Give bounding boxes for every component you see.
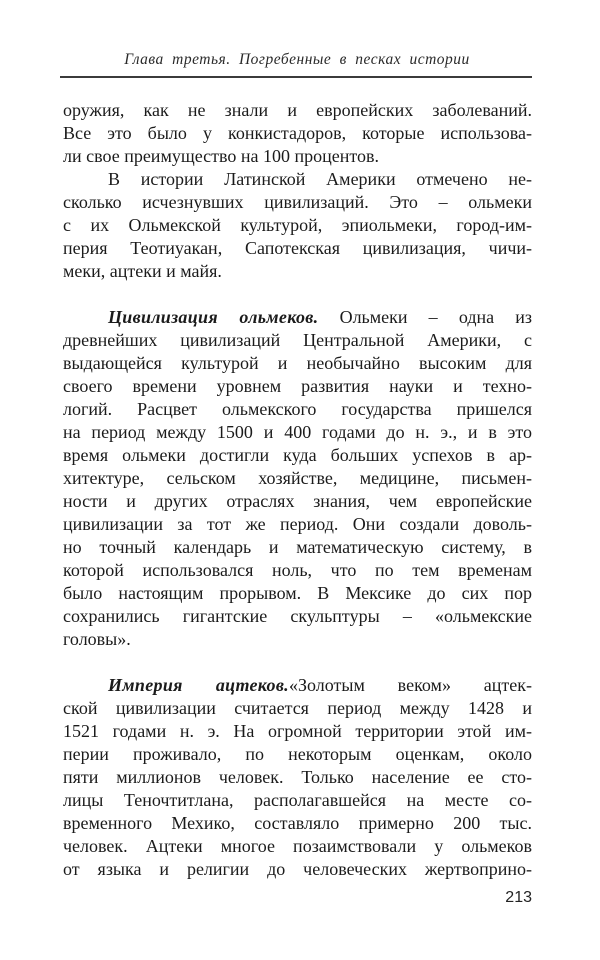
text-line: своего времени уровнем развития науки и техно- <box>63 376 532 396</box>
text-line: на период между 1500 и 400 годами до н. э., и в это <box>63 422 532 442</box>
paragraph <box>63 306 532 651</box>
text-line: Империя ацтеков.«Золотым веком» ацтек- <box>108 675 532 695</box>
text-line: Цивилизация ольмеков. Ольмеки – одна из <box>108 307 532 327</box>
text-line: пяти миллионов человек. Только население ее сто- <box>63 767 532 787</box>
paragraph <box>63 99 532 168</box>
paragraph <box>63 674 532 881</box>
section-heading: Цивилизация ольмеков. <box>108 307 319 327</box>
text-line: В истории Латинской Америки отмечено не- <box>108 169 532 189</box>
text-line: древнейших цивилизаций Центральной Америки, с <box>63 330 532 350</box>
section-heading: Империя ацтеков. <box>108 675 289 695</box>
text-line: ности и других отраслях знания, чем европейские <box>63 491 532 511</box>
text-line: сколько исчезнувших цивилизаций. Это – ольмеки <box>63 192 532 212</box>
text-line: цивилизации за тот же период. Они создали доволь- <box>63 514 532 534</box>
text-line: Все это было у конкистадоров, которые использова- <box>63 123 532 143</box>
running-header: Глава третья. Погребенные в песках истории <box>124 51 470 68</box>
header-rule <box>60 76 532 78</box>
text-line: ской цивилизации считается период между 1428 и <box>63 698 532 718</box>
text-line: с их Ольмекской культурой, эпиольмеки, город-им- <box>63 215 532 235</box>
text-line: сохранились гигантские скульптуры – «ольмекские <box>63 606 532 626</box>
text-line: меки, ацтеки и майя. <box>63 261 222 281</box>
text-block <box>63 99 532 881</box>
text-line: головы». <box>63 629 131 649</box>
page-number: 213 <box>505 889 532 906</box>
text-line: хитектуре, сельском хозяйстве, медицине, письмен- <box>63 468 532 488</box>
text-line: человек. Ацтеки многое позаимствовали у ольмеков <box>63 836 532 856</box>
text-line: логий. Расцвет ольмекского государства пришелся <box>63 399 532 419</box>
text-line: время ольмеки достигли куда больших успехов в ар- <box>63 445 532 465</box>
paragraph <box>63 168 532 283</box>
text-line: выдающейся культурой и необычайно высоким для <box>63 353 532 373</box>
text-line: от языка и религии до человеческих жертвоприно- <box>63 859 532 879</box>
text-line: ли свое преимущество на 100 процентов. <box>63 146 380 166</box>
text-line: перии проживало, по некоторым оценкам, около <box>63 744 532 764</box>
text-line: было настоящим прорывом. В Мексике до сих пор <box>63 583 532 603</box>
text-line: временного Мехико, составляло примерно 200 тыс. <box>63 813 532 833</box>
text-line: но точный календарь и математическую систему, в <box>63 537 532 557</box>
text-line: перия Теотиуакан, Сапотекская цивилизация, чичи- <box>63 238 532 258</box>
text-line: которой использовался ноль, что по тем временам <box>63 560 532 580</box>
text-line: 1521 годами н. э. На огромной территории этой им- <box>63 721 532 741</box>
text-line: оружия, как не знали и европейских заболеваний. <box>63 100 532 120</box>
text-line: лицы Теночтитлана, располагавшейся на месте со- <box>63 790 532 810</box>
